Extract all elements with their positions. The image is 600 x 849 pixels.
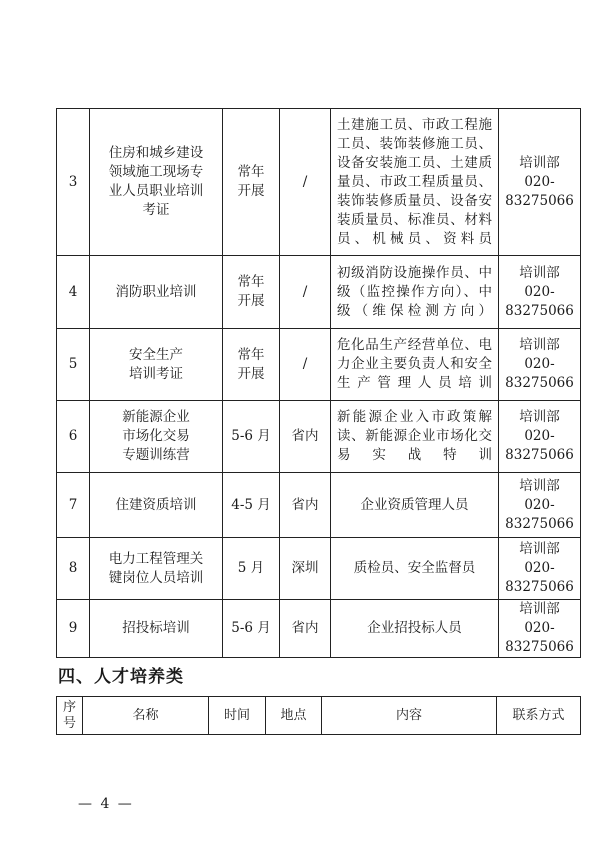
course-place: 省内 xyxy=(280,600,331,658)
contact-cell xyxy=(499,329,581,401)
table-row xyxy=(57,256,581,329)
contact-phone: 020-83275066 xyxy=(505,620,574,655)
course-content: 新能源企业入市政策解读、新能源企业市场化交易实战特训 xyxy=(331,401,499,473)
contact-dept: 培训部 xyxy=(519,477,560,494)
course-place: / xyxy=(280,256,331,329)
contact-cell xyxy=(499,473,581,538)
header-place: 地点 xyxy=(266,697,322,735)
course-content: 初级消防设施操作员、中级（监控操作方向）、中级（维保检测方向） xyxy=(331,256,499,329)
row-number: 8 xyxy=(57,538,90,600)
contact-cell xyxy=(499,109,581,256)
contact-phone: 020-83275066 xyxy=(505,173,574,209)
contact-dept: 培训部 xyxy=(519,541,560,557)
contact-cell xyxy=(499,256,581,329)
course-place: 省内 xyxy=(280,473,331,538)
course-content: 土建施工员、市政工程施工员、装饰装修施工员、设备安装施工员、土建质量员、市政工程质量员、装饰装修质量员、设备安装质量员、标准员、材料员、机械员、资料员 xyxy=(331,109,499,256)
header-name: 名称 xyxy=(83,697,209,735)
contact-dept: 培训部 xyxy=(519,264,560,281)
course-name: 安全生产 培训考证 xyxy=(90,329,223,401)
header-time: 时间 xyxy=(209,697,266,735)
section-title: 四、人才培养类 xyxy=(58,667,184,687)
contact-phone: 020-83275066 xyxy=(505,560,574,595)
header-row xyxy=(57,697,581,735)
course-content: 企业资质管理人员 xyxy=(331,473,499,538)
table-row xyxy=(57,329,581,401)
training-table xyxy=(56,108,581,658)
contact-phone: 020-83275066 xyxy=(505,428,574,463)
course-place: / xyxy=(280,329,331,401)
course-time: 常年 开展 xyxy=(223,109,280,256)
course-content: 危化品生产经营单位、电力企业主要负责人和安全生产管理人员培训 xyxy=(331,329,499,401)
row-number: 5 xyxy=(57,329,90,401)
course-time: 5-6 月 xyxy=(223,401,280,473)
contact-cell xyxy=(499,538,581,600)
course-name: 电力工程管理关 键岗位人员培训 xyxy=(90,538,223,600)
course-place: / xyxy=(280,109,331,256)
contact-dept: 培训部 xyxy=(519,601,560,617)
contact-dept: 培训部 xyxy=(519,337,560,353)
contact-dept: 培训部 xyxy=(519,409,560,425)
course-time: 5-6 月 xyxy=(223,600,280,658)
course-time: 4-5 月 xyxy=(223,473,280,538)
row-number: 3 xyxy=(57,109,90,256)
course-name: 新能源企业 市场化交易 专题训练营 xyxy=(90,401,223,473)
row-number: 6 xyxy=(57,401,90,473)
course-time: 5 月 xyxy=(223,538,280,600)
course-content: 质检员、安全监督员 xyxy=(331,538,499,600)
page-number: — 4 — xyxy=(78,796,134,812)
course-name: 住房和城乡建设 领域施工现场专 业人员职业培训 考证 xyxy=(90,109,223,256)
course-name: 住建资质培训 xyxy=(90,473,223,538)
course-content: 企业招投标人员 xyxy=(331,600,499,658)
contact-phone: 020-83275066 xyxy=(505,283,574,319)
table-row xyxy=(57,401,581,473)
course-time: 常年 开展 xyxy=(223,329,280,401)
row-number: 9 xyxy=(57,600,90,658)
contact-phone: 020-83275066 xyxy=(505,356,574,391)
course-name: 招投标培训 xyxy=(90,600,223,658)
contact-cell xyxy=(499,600,581,658)
table-row xyxy=(57,600,581,658)
course-place: 省内 xyxy=(280,401,331,473)
row-number: 7 xyxy=(57,473,90,538)
row-number: 4 xyxy=(57,256,90,329)
course-time: 常年 开展 xyxy=(223,256,280,329)
header-content: 内容 xyxy=(322,697,497,735)
contact-dept: 培训部 xyxy=(519,154,560,171)
table-row xyxy=(57,538,581,600)
contact-phone: 020-83275066 xyxy=(505,496,574,532)
table-row xyxy=(57,473,581,538)
header-contact: 联系方式 xyxy=(497,697,581,735)
course-name: 消防职业培训 xyxy=(90,256,223,329)
table-row xyxy=(57,109,581,256)
contact-cell xyxy=(499,401,581,473)
course-place: 深圳 xyxy=(280,538,331,600)
header-no: 序 号 xyxy=(57,697,83,735)
talent-table-header xyxy=(56,696,581,735)
